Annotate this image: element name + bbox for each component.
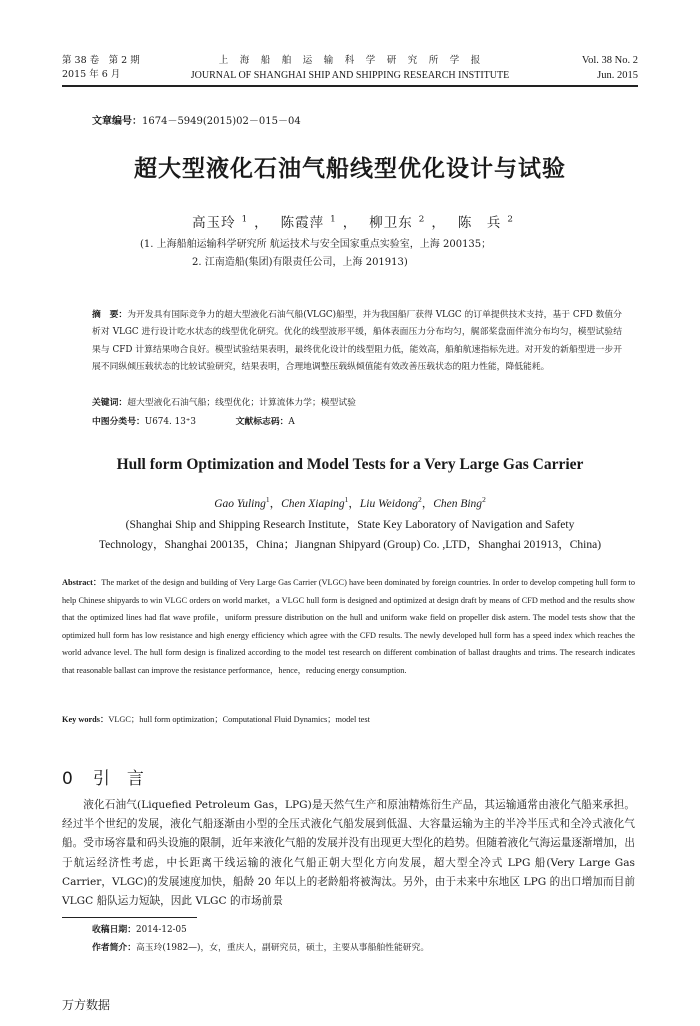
header-journal-en: JOURNAL OF SHANGHAI SHIP AND SHIPPING RESEARCH INSTITUTE: [190, 70, 510, 81]
author-en-name: Chen Bing: [433, 498, 483, 510]
author-bio-label: 作者简介：: [92, 943, 136, 953]
author-cn-name: 柳卫东: [369, 215, 413, 231]
abstract-cn-label: 摘 要：: [92, 310, 128, 320]
keywords-cn-label: 关键词：: [92, 398, 128, 408]
keywords-en: [62, 713, 370, 725]
keywords-cn: [92, 395, 356, 408]
classification-cn: [92, 414, 295, 427]
section-number: 0: [62, 769, 73, 789]
abstract-en-label: Abstract：: [62, 578, 102, 587]
section-title: 引 言: [92, 769, 144, 789]
author-cn-separator: ，: [342, 215, 358, 231]
author-cn-separator: ，: [254, 215, 269, 231]
article-number-value: 1674－5949(2015)02－015－04: [142, 116, 301, 127]
header-rule: [62, 85, 638, 87]
body-paragraph: 液化石油气(Liquefied Petroleum Gas，LPG)是天然气生产和原油精炼衍生产品，其运输通常由液化气船来承担。经过半个世纪的发展，液化气船逐渐由小型的全压式液化气船发展到低温、大容量运输为主的半冷半压式和全冷式液化气船。受市场容量和码头设施的限制，近年来液化气船的发展并没有出现更大型化的趋势。但随着液化气海运量逐渐增加，出于航运经济性考虑，中长距离干线运输的液化气船正朝大型化方向发展，超大型全冷式 LPG 船(Very Large Gas Carrier，VLGC)的发展速度加快，船龄 20 年以上的老龄船将被淘汰。另外，由于未来中东地区 LPG 的出口增加而目前 VLGC 船队运力短缺，因此 VLGC 的市场前景: [62, 799, 635, 908]
author-cn-name: 高玉玲: [192, 215, 236, 231]
title-cn: 超大型液化石油气船线型优化设计与试验: [134, 156, 566, 182]
author-en-separator: ，: [269, 498, 282, 510]
article-number-label: 文章编号：: [92, 116, 142, 127]
clc-value: U674. 13⁺3: [144, 417, 197, 427]
doc-code-label: 文献标志码：: [235, 417, 289, 427]
author-cn-affiliation-mark: 2: [507, 214, 514, 225]
header-volume-en: Vol. 38 No. 2: [581, 55, 638, 66]
author-cn-affiliation-mark: 1: [241, 214, 249, 225]
author-cn-affiliation-mark: 1: [330, 214, 337, 225]
author-en-affiliation-mark: 2: [417, 495, 422, 505]
footnote-author: [92, 940, 429, 953]
section-heading: [62, 764, 164, 789]
authors-en: [0, 495, 700, 511]
author-en-separator: ，: [348, 498, 360, 510]
author-cn-name: 陈霞萍: [280, 215, 325, 231]
abstract-cn: [92, 307, 622, 376]
abstract-cn-text: 为开发具有国际竞争力的超大型液化石油气船(VLGC)船型，并为我国船厂获得 VLGC 的订单提供技术支持，基于 CFD 数值分析对 VLGC 进行设计吃水状态的线型优化研究。优化的线型波形平缓，船体表面压力分布均匀，艉部桨盘面伴流分布均匀，模型试验结果与 CFD 计算结果吻合良好。模型试验结果表明，最终优化设计的线型阻力低，能效高，船舶航速指标先进。对开发的新船型进一步开展不同纵倾压载状态的比较试验研究，结果表明，合理地调整压载纵倾值能有效改善压载状态的阻力性能，降低能耗。: [92, 310, 622, 372]
abstract-en: [62, 574, 635, 679]
keywords-cn-text: 超大型液化石油气船；线型优化；计算流体力学；模型试验: [127, 398, 356, 408]
author-bio-value: 高玉玲(1982—)，女，重庆人，副研究员，硕士，主要从事船舶性能研究。: [136, 943, 430, 953]
authors-cn: [0, 211, 700, 231]
affiliation-en-1: (Shanghai Ship and Shipping Research Institute，State Key Laboratory of Navigation and Safety: [125, 519, 575, 531]
author-en-separator: ，: [421, 498, 434, 510]
author-en-name: Chen Xiaping: [281, 498, 345, 510]
affiliation-cn-2: 2. 江南造船(集团)有限责任公司，上海 201913): [192, 257, 408, 268]
header-journal-cn: 上 海 船 舶 运 输 科 学 研 究 所 学 报: [218, 55, 482, 66]
footnote-rule: [62, 917, 197, 918]
received-label: 收稿日期：: [92, 925, 136, 935]
abstract-en-text: The market of the design and building of Very Large Gas Carrier (VLGC) have been dominated by foreign countries. In order to develop competing hull form to help Chinese shipyards to win VLGC orders on world market，a VLGC hull form is designed and optimized at design draft by means of CFD method and the results show that the optimized lines had flat wave profile，uniform pressure distribution on the hull and uniform wake field on propeller disk astern. The model tests show that the optimized hull form has low resistance and high energy efficiency which agree with the CFD results. The newly developed hull form has a speed index which reaches the world advance level. The hull form design is finalized according to the model test research on different combination of ballast draughts and trims. The research indicates that reasonable ballast can improve the resistance performance，hence，reducing energy consumption.: [62, 578, 636, 675]
author-en-name: Liu Weidong: [359, 498, 418, 510]
author-cn-separator: ，: [431, 215, 446, 231]
author-cn-affiliation-mark: 2: [418, 214, 426, 225]
author-en-name: Gao Yuling: [214, 498, 266, 510]
doc-code-value: A: [288, 417, 295, 427]
author-cn-name: 陈 兵: [457, 215, 502, 231]
header-volume-cn: 第 38 卷 第 2 期: [62, 55, 140, 66]
author-en-affiliation-mark: 1: [265, 495, 270, 505]
received-value: 2014-12-05: [136, 925, 187, 935]
header-date-cn: 2015 年 6 月: [62, 69, 121, 80]
affiliation-en-2: Technology，Shanghai 200135，China；Jiangnan Shipyard (Group) Co. ,LTD，Shanghai 201913，China): [98, 539, 602, 551]
affiliation-en: [55, 515, 645, 555]
footnote-received: [92, 922, 187, 935]
watermark: 万方数据: [62, 998, 111, 1012]
title-en: Hull form Optimization and Model Tests for a Very Large Gas Carrier: [116, 456, 584, 473]
header-date-en: Jun. 2015: [597, 70, 638, 81]
author-en-affiliation-mark: 2: [482, 495, 486, 505]
article-number: [92, 112, 301, 127]
keywords-en-label: Key words：: [62, 715, 109, 724]
author-en-affiliation-mark: 1: [344, 495, 349, 505]
clc-label: 中图分类号：: [92, 417, 145, 427]
keywords-en-text: VLGC；hull form optimization；Computational Fluid Dynamics；model test: [108, 715, 370, 724]
affiliation-cn-1: (1. 上海船舶运输科学研究所 航运技术与安全国家重点实验室，上海 200135；: [140, 239, 492, 250]
